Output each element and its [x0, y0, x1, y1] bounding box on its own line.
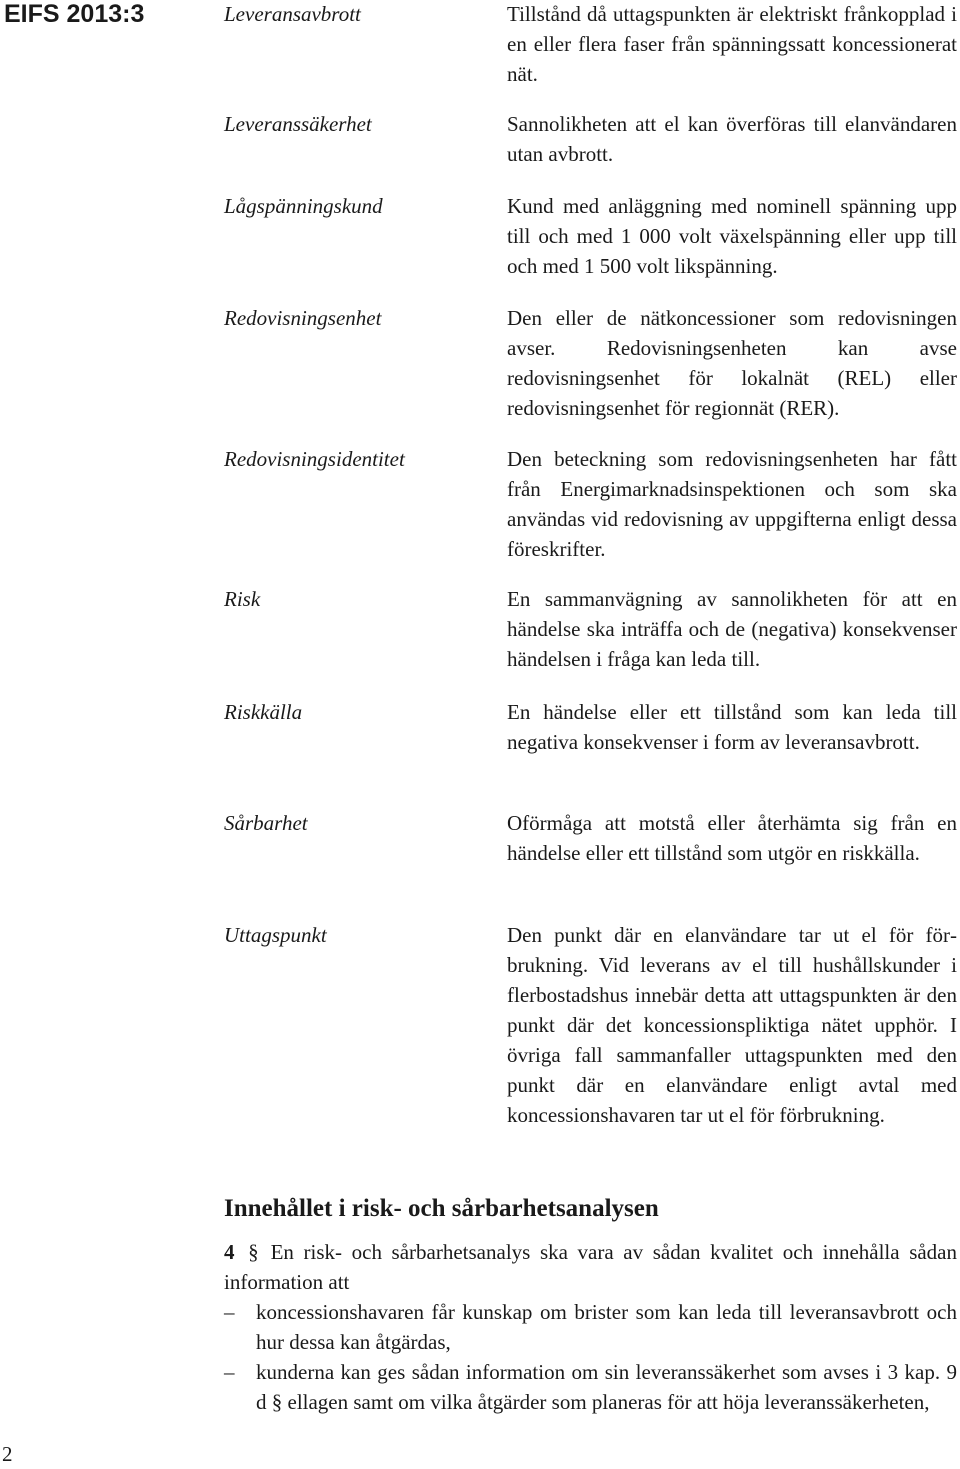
- definition-term: Uttagspunkt: [224, 923, 327, 947]
- definition-text: Oförmåga att motstå eller återhämta sig från en händelse eller ett tillstånd som utgör en riskkälla.: [507, 811, 957, 865]
- section-symbol: §: [248, 1240, 259, 1264]
- definition-term: Leveransavbrott: [224, 2, 361, 26]
- section-heading: Innehållet i risk- och sårbarhetsanalysen: [224, 1195, 659, 1222]
- definition-text: Sannolikheten att el kan överföras till elanvändaren utan avbrott.: [507, 112, 957, 166]
- definition-text: Den beteckning som redovisningsenheten har fått från Energimarknadsinspektionen och som ska användas vid redovisning av uppgifterna enligt dessa föreskrifter.: [507, 447, 957, 561]
- list-item-text: koncessionshavaren får kunskap om brister som kan leda till leveransavbrott och hur dessa kan åtgärdas,: [256, 1300, 957, 1354]
- definition-term: Redovisningsidentitet: [224, 447, 405, 471]
- document-code: EIFS 2013:3: [4, 0, 145, 28]
- definition-term: Risk: [224, 587, 261, 611]
- list-dash: –: [224, 1300, 235, 1324]
- definition-term: Redovisningsenhet: [224, 306, 382, 330]
- section-paragraph: [224, 1237, 957, 1297]
- definition-term: Riskkälla: [224, 700, 303, 724]
- list-item-text: kunderna kan ges sådan information om sin leveranssäkerhet som avses i 3 kap. 9 d § ellagen samt om vilka åtgärder som planeras för att höja leveranssäkerheten,: [256, 1360, 957, 1414]
- list-dash: –: [224, 1360, 235, 1384]
- list-item: [224, 1357, 957, 1417]
- paragraph-text: En risk- och sårbarhetsanalys ska vara av sådan kvalitet och innehålla sådan information att: [224, 1240, 958, 1294]
- definition-text: En sammanvägning av sannolikheten för att en händelse ska inträffa och de (negativa) konsekvenser händelsen i fråga kan leda till.: [507, 587, 957, 671]
- paragraph-number: 4: [224, 1240, 235, 1264]
- definition-term: Leveranssäkerhet: [224, 112, 372, 136]
- definition-term: Lågspänningskund: [224, 194, 383, 218]
- definition-term: Sårbarhet: [224, 811, 308, 835]
- list-item: [224, 1297, 957, 1357]
- definition-text: Kund med anläggning med nominell spänning upp till och med 1 000 volt växelspänning eller upp till och med 1 500 volt likspänning.: [507, 194, 957, 278]
- page-number: 2: [2, 1442, 13, 1466]
- definition-text: En händelse eller ett tillstånd som kan leda till negativa konsekvenser i form av leveransavbrott.: [507, 700, 957, 754]
- definition-text: Den punkt där en elanvändare tar ut el för förbrukning. Vid leverans av el till hushållskunder i flerbostadshus innebär detta att uttagspunkten är den punkt där det koncessionspliktiga nätet upphör. I övriga fall sammanfaller uttagspunkten med den punkt där en elanvändare enligt avtal med koncessionshavaren tar ut el för förbrukning.: [507, 923, 957, 1127]
- definition-text: Tillstånd då uttagspunkten är elektriskt frånkopplad i en eller flera faser från spänningssatt koncessionerat nät.: [507, 2, 957, 86]
- definition-text: Den eller de nätkoncessioner som redovisningen avser. Redovisningsenheten kan avse redovisningsenhet för lokalnät (REL) eller redovisningsenhet för regionnät (RER).: [507, 306, 957, 420]
